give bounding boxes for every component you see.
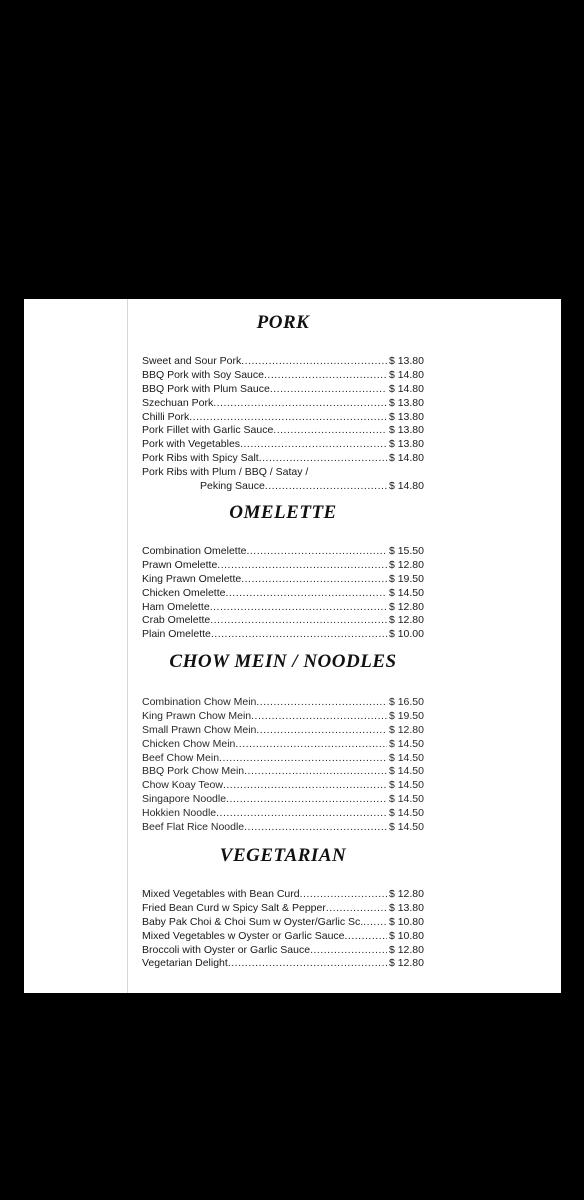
item-name: Pork Ribs with Plum / BBQ / Satay /	[142, 466, 309, 479]
item-price: $ 14.80	[388, 382, 424, 395]
item-price: $ 12.80	[388, 600, 424, 613]
item-price: $ 16.50	[388, 696, 424, 708]
item-name: King Prawn Chow Mein	[142, 709, 252, 722]
item-name: Mixed Vegetables w Oyster or Garlic Sauce	[142, 929, 345, 942]
menu-item	[142, 452, 424, 466]
item-price: $ 13.80	[388, 396, 424, 409]
item-name: Prawn Omelette	[142, 558, 218, 571]
menu-item	[142, 944, 424, 958]
item-price: $ 15.50	[388, 545, 424, 557]
item-name: Chicken Omelette	[142, 586, 226, 599]
item-name: Broccoli with Oyster or Garlic Sauce	[142, 943, 311, 956]
item-name: Combination Chow Mein	[142, 696, 257, 708]
section-pork	[142, 311, 424, 494]
item-price: $ 14.80	[388, 452, 424, 465]
menu-item	[142, 628, 424, 642]
menu-item	[142, 821, 424, 835]
menu-item	[142, 902, 424, 916]
item-price: $ 14.50	[388, 737, 424, 750]
dot-leader	[265, 480, 387, 494]
item-price: $ 14.50	[388, 751, 424, 764]
omelette-items	[142, 545, 424, 642]
dot-leader	[225, 587, 387, 601]
menu-item	[142, 411, 424, 425]
dot-leader	[256, 724, 387, 738]
dot-leader	[241, 355, 387, 369]
dot-leader	[300, 888, 387, 902]
dot-leader	[228, 957, 387, 971]
item-name: Beef Chow Mein	[142, 751, 220, 764]
item-price: $ 12.80	[388, 957, 424, 970]
section-omelette	[142, 501, 424, 642]
dot-leader	[240, 438, 387, 452]
dot-leader	[259, 452, 387, 466]
dot-leader	[210, 601, 387, 615]
item-name: BBQ Pork Chow Mein	[142, 765, 245, 778]
item-price: $ 13.80	[388, 410, 424, 423]
item-name: Small Prawn Chow Mein	[142, 723, 257, 736]
dot-leader	[363, 916, 387, 930]
item-name: Chicken Chow Mein	[142, 737, 236, 750]
item-name: Hokkien Noodle	[142, 807, 217, 820]
item-name: Chow Koay Teow	[142, 779, 223, 792]
menu-item	[142, 466, 424, 480]
dot-leader	[246, 545, 386, 559]
item-price: $ 10.80	[388, 915, 424, 928]
dot-leader	[217, 559, 387, 573]
menu-item	[142, 807, 424, 821]
menu-item	[142, 601, 424, 615]
item-price: $ 14.50	[388, 807, 424, 820]
dot-leader	[244, 821, 387, 835]
menu-item	[142, 696, 424, 710]
item-price: $ 14.50	[388, 821, 424, 834]
menu-item	[142, 614, 424, 628]
menu-item	[142, 545, 424, 559]
item-name: Pork Fillet with Garlic Sauce	[142, 424, 274, 437]
item-name: Beef Flat Rice Noodle	[142, 821, 245, 834]
item-name: Sweet and Sour Pork	[142, 355, 242, 367]
item-price: $ 12.80	[388, 888, 424, 900]
dot-leader	[223, 779, 387, 793]
item-price: $ 10.80	[388, 929, 424, 942]
dot-leader	[189, 411, 387, 425]
item-name: Combination Omelette	[142, 545, 247, 557]
item-price: $ 13.80	[388, 901, 424, 914]
menu-item	[142, 888, 424, 902]
dot-leader	[216, 807, 387, 821]
section-title-chow-mein: CHOW MEIN / NOODLES	[169, 651, 397, 672]
dot-leader	[211, 628, 387, 642]
item-price: $ 14.50	[388, 765, 424, 778]
section-chow-mein	[142, 650, 424, 835]
menu-item	[142, 573, 424, 587]
menu-item	[142, 355, 424, 369]
item-name: Pork with Vegetables	[142, 438, 241, 451]
menu-item	[142, 793, 424, 807]
menu-item	[142, 916, 424, 930]
menu-item	[142, 710, 424, 724]
item-name: Mixed Vegetables with Bean Curd	[142, 888, 300, 900]
menu-item	[142, 397, 424, 411]
dot-leader	[210, 614, 387, 628]
menu-item	[142, 369, 424, 383]
item-name: Vegetarian Delight	[142, 957, 228, 970]
item-price: $ 19.50	[388, 572, 424, 585]
item-price: $ 14.50	[388, 586, 424, 599]
section-vegetarian	[142, 844, 424, 971]
chow-mein-items	[142, 696, 424, 835]
section-title-omelette: OMELETTE	[229, 502, 337, 523]
section-title-vegetarian: VEGETARIAN	[219, 845, 347, 866]
menu-item	[142, 765, 424, 779]
item-price: $ 13.80	[388, 355, 424, 367]
menu-item	[142, 587, 424, 601]
item-price: $ 14.80	[388, 480, 424, 493]
item-price: $ 10.00	[388, 628, 424, 641]
item-name: BBQ Pork with Soy Sauce	[142, 368, 264, 381]
dot-leader	[345, 930, 387, 944]
dot-leader	[226, 793, 387, 807]
dot-leader	[270, 383, 387, 397]
menu-item	[142, 480, 424, 494]
dot-leader	[244, 765, 387, 779]
menu-page	[24, 299, 561, 993]
dot-leader	[264, 369, 387, 383]
menu-item	[142, 752, 424, 766]
menu-item	[142, 559, 424, 573]
vegetarian-items	[142, 888, 424, 971]
dot-leader	[310, 944, 387, 958]
item-price: $ 12.80	[388, 943, 424, 956]
menu-item	[142, 930, 424, 944]
item-price: $ 12.80	[388, 723, 424, 736]
item-name: Ham Omelette	[142, 600, 210, 613]
menu-item	[142, 424, 424, 438]
dot-leader	[235, 738, 387, 752]
item-name: Pork Ribs with Spicy Salt	[142, 452, 259, 465]
item-name: King Prawn Omelette	[142, 572, 242, 585]
item-price: $ 19.50	[388, 709, 424, 722]
page-fold-line	[127, 299, 128, 993]
item-price: $ 14.80	[388, 368, 424, 381]
dot-leader	[219, 752, 387, 766]
item-name: Fried Bean Curd w Spicy Salt & Pepper	[142, 901, 326, 914]
dot-leader	[273, 424, 387, 438]
item-price: $ 12.80	[388, 614, 424, 627]
item-name: Szechuan Pork	[142, 396, 214, 409]
item-name: BBQ Pork with Plum Sauce	[142, 382, 270, 395]
item-name: Plain Omelette	[142, 628, 211, 641]
section-title-pork: PORK	[256, 312, 310, 333]
menu-item	[142, 724, 424, 738]
dot-leader	[251, 710, 387, 724]
dot-leader	[241, 573, 387, 587]
item-name: Chilli Pork	[142, 410, 190, 423]
item-price: $ 14.50	[388, 793, 424, 806]
item-price: $ 14.50	[388, 779, 424, 792]
menu-item	[142, 957, 424, 971]
menu-item	[142, 738, 424, 752]
dot-leader	[256, 696, 387, 710]
dot-leader	[326, 902, 387, 916]
dot-leader	[213, 397, 387, 411]
menu-item	[142, 438, 424, 452]
item-name: Crab Omelette	[142, 614, 211, 627]
menu-item	[142, 779, 424, 793]
item-price: $ 13.80	[388, 438, 424, 451]
item-price: $ 12.80	[388, 558, 424, 571]
item-price: $ 13.80	[388, 424, 424, 437]
item-name: Peking Sauce	[200, 480, 265, 493]
item-name: Singapore Noodle	[142, 793, 227, 806]
menu-item	[142, 383, 424, 397]
pork-items	[142, 355, 424, 494]
item-name: Baby Pak Choi & Choi Sum w Oyster/Garlic Sc.	[142, 915, 364, 928]
